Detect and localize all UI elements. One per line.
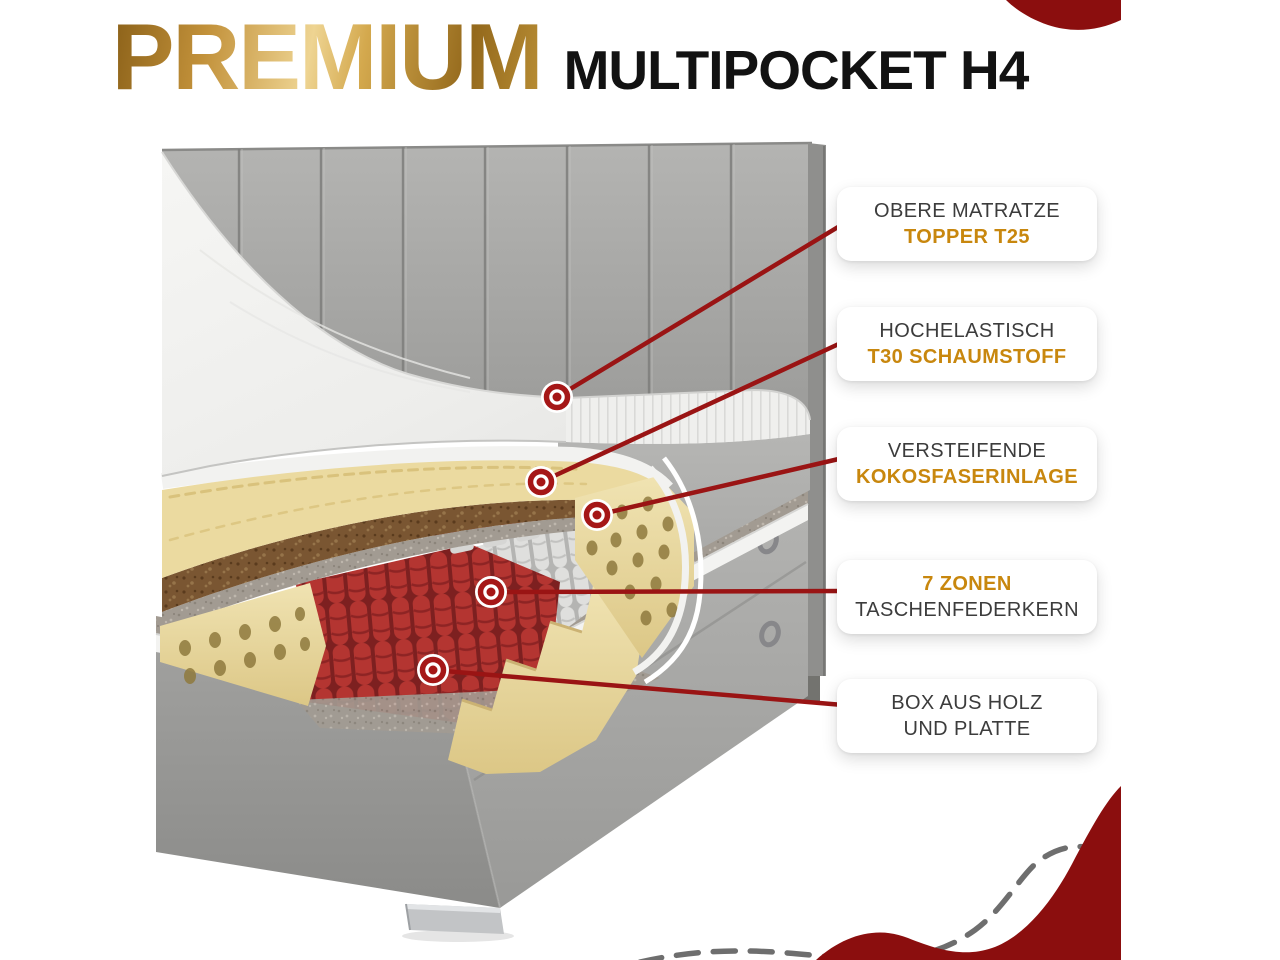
page-title [0, 4, 1140, 109]
callout-dot-topper [541, 381, 573, 413]
callout-label-box [837, 679, 1097, 753]
callout-foam-line1: HOCHELASTISCH [879, 319, 1055, 342]
callout-springs-line1: 7 ZONEN [922, 572, 1012, 595]
callout-label-topper [837, 187, 1097, 261]
callout-springs-line2: TASCHENFEDERKERN [855, 599, 1079, 621]
model-title: MULTIPOCKET H4 [563, 39, 1029, 101]
callout-box-line1: BOX AUS HOLZ [891, 691, 1043, 714]
callout-coco-line2: KOKOSFASERINLAGE [856, 466, 1078, 488]
callout-dot-springs [475, 576, 507, 608]
topper-quilted-edge [566, 390, 810, 444]
callout-box-line2: UND PLATTE [903, 718, 1031, 740]
callout-dot-coco [581, 499, 613, 531]
callout-dot-box [417, 654, 449, 686]
callout-line-springs [491, 591, 843, 592]
callout-foam-line2: T30 SCHAUMSTOFF [867, 346, 1067, 368]
callout-topper-line2: TOPPER T25 [904, 226, 1030, 248]
callout-coco-line1: VERSTEIFENDE [887, 439, 1047, 462]
callout-label-coco [837, 427, 1097, 501]
callout-label-foam [837, 307, 1097, 381]
callout-topper-line1: OBERE MATRATZE [874, 199, 1060, 222]
callout-dot-foam [525, 466, 557, 498]
callout-label-springs [837, 560, 1097, 634]
brand-title: PREMIUM [111, 4, 542, 109]
